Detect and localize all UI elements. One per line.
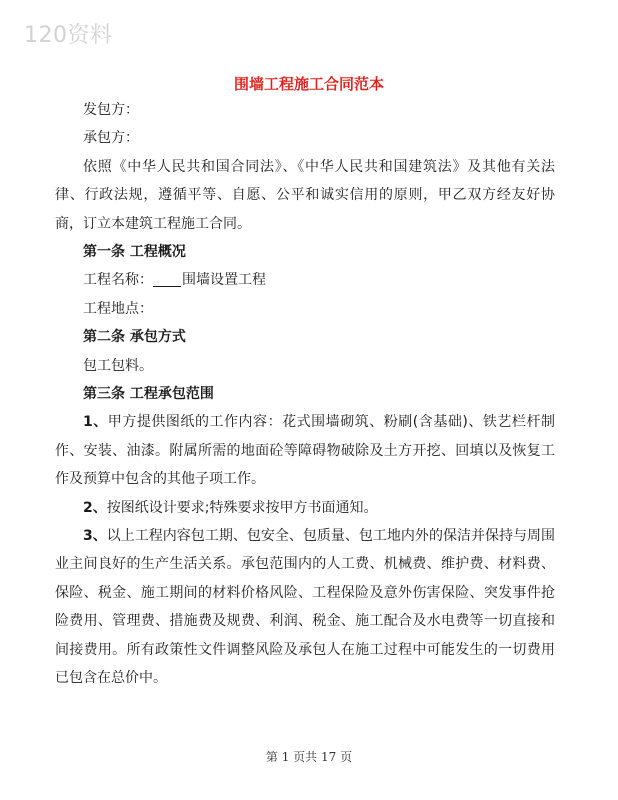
item-number: 3、	[83, 527, 107, 544]
document-body	[55, 96, 555, 692]
article-3-item	[55, 408, 555, 493]
page-footer: 第 1 页共 17 页	[265, 750, 353, 764]
project-name-label: 工程名称：	[83, 272, 153, 289]
blank-underline	[153, 270, 181, 287]
article-3-heading: 第三条 工程承包范围	[83, 385, 214, 402]
document-title: 围墙工程施工合同范本	[233, 75, 384, 93]
watermark-logo: 120资料	[24, 23, 113, 48]
item-number: 1、	[83, 414, 108, 431]
article-3-item	[55, 522, 555, 692]
article-2-heading: 第二条 承包方式	[83, 329, 186, 346]
party-a-line: 发包方：	[83, 102, 139, 118]
project-name-line	[83, 266, 553, 294]
item-text: 甲方提供图纸的工作内容：花式围墙砌筑、粉刷(含基础)、铁艺栏杆制作、安装、油漆。附属所需的地面砼等障碍物破除及土方开挖、回填以及恢复工作及预算中包含的其他子项工作。	[55, 414, 555, 488]
item-text: 以上工程内容包工期、包安全、包质量、包工地内外的保洁并保持与周围业主间良好的生产生活关系。承包范围内的人工费、机械费、维护费、材料费、保险、税金、施工期间的材料价格风险、工程保险及意外伤害保险、突发事件抢险费用、管理费、措施费及规费、利润、税金、施工配合及水电费等一切直接和间接费用。所有政策性文件调整风险及承包人在施工过程中可能发生的一切费用已包含在总价中。	[55, 527, 555, 686]
project-location-line: 工程地点：	[83, 300, 153, 317]
item-number: 2、	[83, 499, 107, 516]
project-name-value: 围墙设置工程	[182, 272, 266, 289]
item-text: 按图纸设计要求;特殊要求按甲方书面通知。	[106, 499, 378, 516]
article-3-item	[55, 494, 555, 522]
intro-paragraph: 依照《中华人民共和国合同法》、《中华人民共和国建筑法》及其他有关法律、行政法规，遵循平等、自愿、公平和诚实信用的原则，甲乙双方经友好协商，订立本建筑工程施工合同。	[55, 158, 555, 232]
party-b-line: 承包方：	[83, 130, 139, 147]
article-2-text: 包工包料。	[83, 357, 153, 374]
article-1-heading: 第一条 工程概况	[83, 244, 186, 260]
